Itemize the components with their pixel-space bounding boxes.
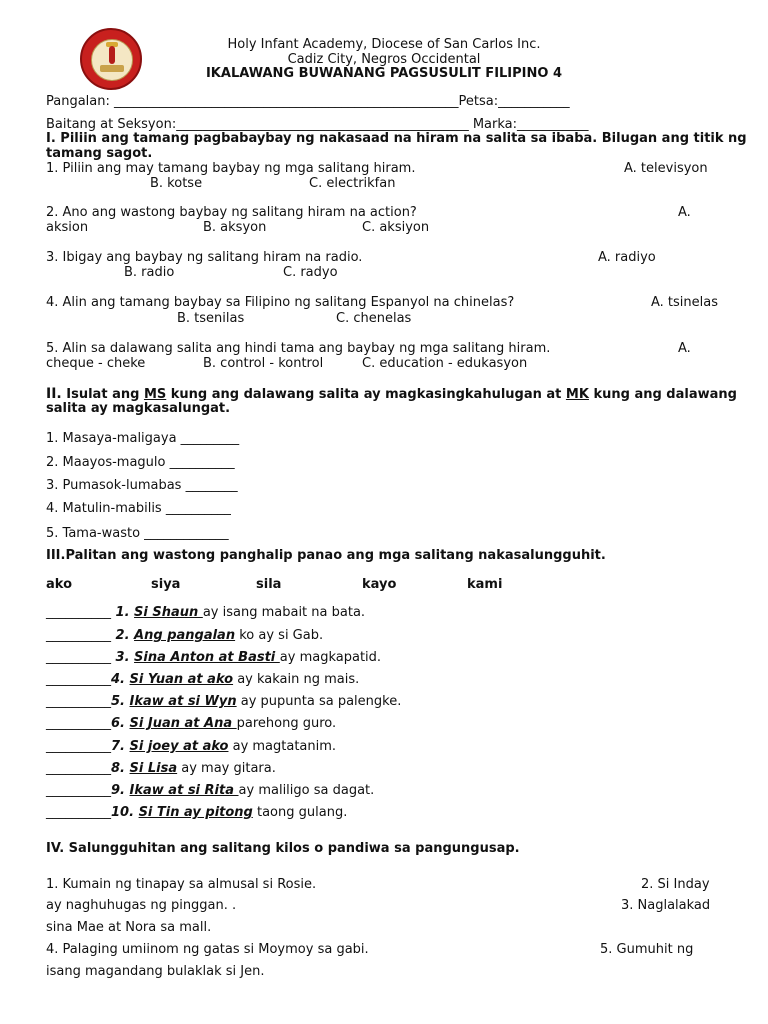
q2-text: 2. Ano ang wastong baybay ng salitang hiram na action?	[46, 205, 417, 220]
answer-blank[interactable]: __________	[46, 628, 111, 643]
section-score-line[interactable]: Baitang at Seksyon:_____________________________________________ Marka:___________	[46, 117, 589, 132]
q1-choice-c[interactable]: C. electrikfan	[309, 176, 396, 191]
underlined-subject: Ikaw at si Wyn	[129, 694, 237, 709]
part2-instruction-line1: II. Isulat ang MS kung ang dalawang salita ay magkasingkahulugan at MK kung ang dalawang	[46, 386, 737, 402]
pronoun-option: kami	[467, 577, 503, 592]
q3-text: 3. Ibigay ang baybay ng salitang hiram na radio.	[46, 250, 363, 265]
pronoun-option: ako	[46, 577, 72, 592]
part2-item[interactable]: 5. Tama-wasto _____________	[46, 526, 229, 541]
underlined-subject: Si Shaun	[134, 605, 203, 620]
answer-blank[interactable]: __________	[46, 650, 111, 665]
underlined-subject: Si joey at ako	[129, 739, 229, 754]
q2-choice-c[interactable]: C. aksiyon	[362, 220, 430, 235]
part4-sentence[interactable]: isang magandang bulaklak si Jen.	[46, 964, 265, 979]
part3-item[interactable]: __________10. Si Tin ay pitong taong gulang.	[46, 805, 348, 820]
underlined-subject: Ikaw at si Rita	[129, 783, 239, 798]
part4-sentence[interactable]: 5. Gumuhit ng	[600, 942, 694, 957]
answer-blank[interactable]: __________	[46, 805, 111, 820]
part4-sentence[interactable]: 3. Naglalakad	[621, 898, 711, 913]
part3-item[interactable]: __________ 2. Ang pangalan ko ay si Gab.	[46, 628, 324, 643]
part4-sentence[interactable]: 1. Kumain ng tinapay sa almusal si Rosie.	[46, 877, 317, 892]
part2-item[interactable]: 2. Maayos-magulo __________	[46, 455, 235, 470]
part1-instruction-line1: I. Piliin ang tamang pagbabaybay ng nakasaad na hiram na salita sa ibaba. Bilugan ang titik ng	[46, 131, 747, 146]
answer-blank[interactable]: __________	[46, 739, 111, 754]
q5-text: 5. Alin sa dalawang salita ang hindi tama ang baybay ng mga salitang hiram.	[46, 341, 551, 356]
q5-choice-a-letter[interactable]: A.	[678, 341, 691, 356]
part2-item[interactable]: 4. Matulin-mabilis __________	[46, 501, 231, 516]
q3-choice-b[interactable]: B. radio	[124, 265, 175, 280]
part4-sentence[interactable]: 2. Si Inday	[641, 877, 710, 892]
answer-blank[interactable]: __________	[46, 694, 111, 709]
part3-item[interactable]: __________9. Ikaw at si Rita ay maliligo sa dagat.	[46, 783, 375, 798]
q1-choice-a[interactable]: A. televisyon	[624, 161, 708, 176]
part3-item[interactable]: __________8. Si Lisa ay may gitara.	[46, 761, 276, 776]
q4-text: 4. Alin ang tamang baybay sa Filipino ng salitang Espanyol na chinelas?	[46, 295, 515, 310]
part3-item[interactable]: __________7. Si joey at ako ay magtatanim.	[46, 739, 337, 754]
q5-choice-a[interactable]: cheque - cheke	[46, 356, 146, 371]
part2-instruction-line2: salita ay magkasalungat.	[46, 401, 231, 416]
pronoun-option: siya	[151, 577, 181, 592]
part4-sentence[interactable]: ay naghuhugas ng pinggan. .	[46, 898, 237, 913]
school-name: Holy Infant Academy, Diocese of San Carlos Inc.	[227, 37, 541, 52]
q4-choice-a[interactable]: A. tsinelas	[651, 295, 718, 310]
q3-choice-a[interactable]: A. radiyo	[598, 250, 656, 265]
underlined-subject: Sina Anton at Basti	[134, 650, 280, 665]
q2-choice-a[interactable]: aksion	[46, 220, 89, 235]
q5-choice-c[interactable]: C. education - edukasyon	[362, 356, 528, 371]
name-date-line[interactable]: Pangalan: _____________________________________________________Petsa:___________	[46, 94, 570, 109]
part3-item[interactable]: __________6. Si Juan at Ana parehong guro.	[46, 716, 337, 731]
q4-choice-b[interactable]: B. tsenilas	[177, 311, 245, 326]
answer-blank[interactable]: __________	[46, 716, 111, 731]
answer-blank[interactable]: __________	[46, 605, 111, 620]
part3-item[interactable]: __________ 3. Sina Anton at Basti ay magkapatid.	[46, 650, 382, 665]
part3-item[interactable]: __________ 1. Si Shaun ay isang mabait na bata.	[46, 605, 366, 620]
part3-instruction: III.Palitan ang wastong panghalip panao ang mga salitang nakasalungguhit.	[46, 548, 606, 563]
part4-sentence[interactable]: 4. Palaging umiinom ng gatas si Moymoy sa gabi.	[46, 942, 369, 957]
part4-instruction: IV. Salungguhitan ang salitang kilos o pandiwa sa pangungusap.	[46, 841, 520, 856]
answer-blank[interactable]: __________	[46, 783, 111, 798]
q1-choice-b[interactable]: B. kotse	[150, 176, 203, 191]
underlined-subject: Si Yuan at ako	[129, 672, 234, 687]
q4-choice-c[interactable]: C. chenelas	[336, 311, 412, 326]
pronoun-option: sila	[256, 577, 282, 592]
underlined-subject: Si Juan at Ana	[129, 716, 237, 731]
q3-choice-c[interactable]: C. radyo	[283, 265, 338, 280]
answer-blank[interactable]: __________	[46, 761, 111, 776]
part2-roman: II.	[46, 386, 62, 402]
q2-choice-b[interactable]: B. aksyon	[203, 220, 267, 235]
exam-title: IKALAWANG BUWANANG PAGSUSULIT FILIPINO 4	[205, 66, 563, 81]
part4-sentence[interactable]: sina Mae at Nora sa mall.	[46, 920, 212, 935]
part2-item[interactable]: 1. Masaya-maligaya _________	[46, 431, 240, 446]
part3-item[interactable]: __________5. Ikaw at si Wyn ay pupunta sa palengke.	[46, 694, 402, 709]
q1-text: 1. Piliin ang may tamang baybay ng mga salitang hiram.	[46, 161, 416, 176]
underlined-subject: Si Tin ay pitong	[138, 805, 253, 820]
part3-item[interactable]: __________4. Si Yuan at ako ay kakain ng mais.	[46, 672, 360, 687]
ms-code: MS	[143, 387, 167, 402]
underlined-subject: Si Lisa	[129, 761, 178, 776]
part1-instruction-line2: tamang sagot.	[46, 146, 153, 161]
school-city: Cadiz City, Negros Occidental	[287, 52, 481, 67]
part2-item[interactable]: 3. Pumasok-lumabas ________	[46, 478, 238, 493]
q2-choice-a-letter[interactable]: A.	[678, 205, 691, 220]
pronoun-option: kayo	[362, 577, 397, 592]
answer-blank[interactable]: __________	[46, 672, 111, 687]
mk-code: MK	[565, 387, 589, 402]
q5-choice-b[interactable]: B. control - kontrol	[203, 356, 324, 371]
underlined-subject: Ang pangalan	[134, 628, 236, 643]
